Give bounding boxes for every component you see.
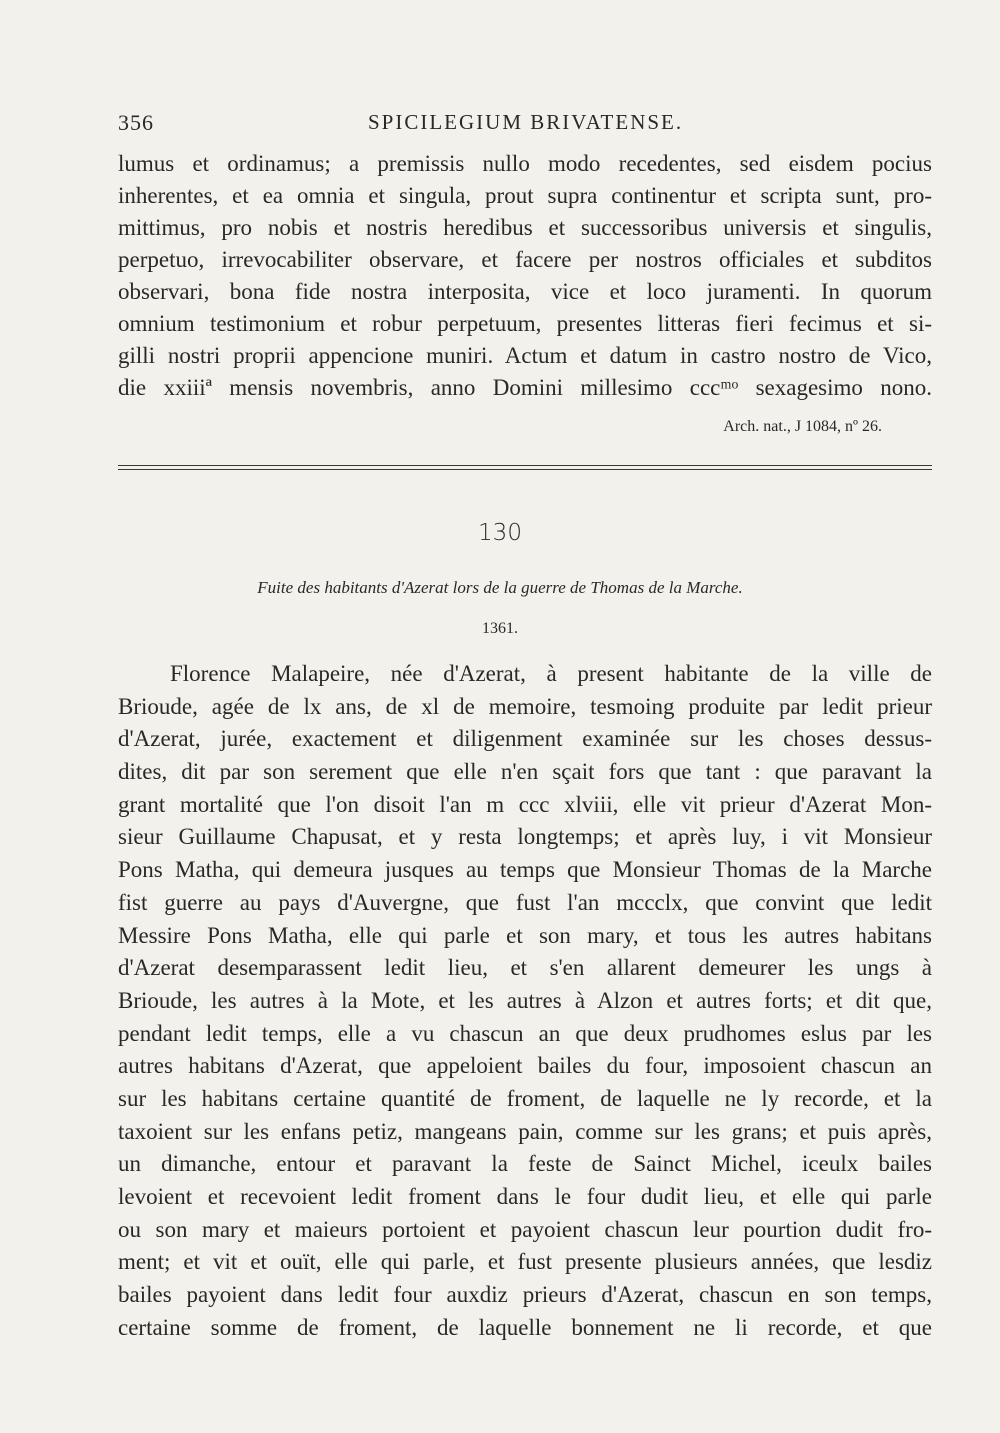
text-line: Florence Malapeire, née d'Azerat, à present habitante de la ville de — [170, 661, 932, 686]
document-number: 130 — [478, 520, 522, 546]
text-line: lumus et ordinamus; a premissis nullo modo recedentes, sed eisdem pocius — [118, 151, 932, 176]
running-head: SPICILEGIUM BRIVATENSE. — [368, 110, 684, 134]
text-line: dites, dit par son serement que elle n'en sçait fors que tant : que paravant la — [118, 759, 932, 785]
text-line: bailes payoient dans ledit four auxdiz prieurs d'Azerat, chascun en son temps, — [118, 1282, 932, 1308]
section-divider — [118, 465, 932, 466]
text-line: un dimanche, entour et paravant la feste de Sainct Michel, iceulx bailes — [118, 1151, 932, 1177]
text-line: Messire Pons Matha, elle qui parle et son mary, et tous les autres habitans — [118, 922, 932, 948]
text-line: levoient et recevoient ledit froment dans le four dudit lieu, et elle qui parle — [118, 1184, 932, 1209]
text-line: die xxiiiª mensis novembris, anno Domini millesimo cccᵐᵒ sexagesimo nono. — [118, 375, 932, 400]
page-header — [118, 110, 930, 146]
text-line: omnium testimonium et robur perpetuum, presentes litteras fieri fecimus et si- — [118, 311, 932, 336]
text-line: ment; et vit et ouït, elle qui parle, et fust presente plusieurs années, que lesdiz — [118, 1249, 932, 1275]
text-line: certaine somme de froment, de laquelle bonnement ne li recorde, et que — [118, 1314, 932, 1340]
page-number: 356 — [118, 110, 154, 135]
text-line: fist guerre au pays d'Auvergne, que fust l'an mccclx, que convint que ledit — [118, 889, 932, 915]
section-divider — [118, 469, 932, 470]
text-block-testimony — [118, 658, 932, 1344]
text-line: perpetuo, irrevocabiliter observare, et facere per nostros officiales et subditos — [118, 247, 932, 272]
text-line: gilli nostri proprii appencione muniri. Actum et datum in castro nostro de Vico, — [118, 343, 932, 368]
text-line: pendant ledit temps, elle a vu chascun an que deux prudhomes eslus par les — [118, 1020, 932, 1046]
text-line: sieur Guillaume Chapusat, et y resta longtemps; et après luy, i vit Monsieur — [118, 824, 932, 850]
text-line: mittimus, pro nobis et nostris heredibus et successoribus universis et singulis, — [118, 215, 932, 240]
archive-citation: Arch. nat., J 1084, nº 26. — [723, 418, 882, 435]
text-line: d'Azerat desemparassent ledit lieu, et s'en allarent demeurer les ungs à — [118, 955, 932, 981]
text-line: Brioude, agée de lx ans, de xl de memoire, tesmoing produite par ledit prieur — [118, 693, 932, 719]
text-line: inherentes, et ea omnia et singula, prout supra continentur et scripta sunt, pro- — [118, 183, 932, 208]
text-line: taxoient sur les enfans petiz, mangeans pain, comme sur les grans; et puis après, — [118, 1118, 932, 1144]
text-line: sur les habitans certaine quantité de froment, de laquelle ne ly recorde, et la — [118, 1085, 932, 1111]
text-block-continuation — [118, 148, 932, 404]
text-line: Brioude, les autres à la Mote, et les autres à Alzon et autres forts; et dit que, — [118, 987, 932, 1013]
text-line: observari, bona fide nostra interposita, vice et loco juramenti. In quorum — [118, 279, 932, 304]
text-line: ou son mary et maieurs portoient et payoient chascun leur pourtion dudit fro- — [118, 1216, 932, 1242]
text-line: grant mortalité que l'on disoit l'an m ccc xlviii, elle vit prieur d'Azerat Mon- — [118, 791, 932, 817]
text-line: Pons Matha, qui demeura jusques au temps que Monsieur Thomas de la Marche — [118, 857, 932, 883]
document-date: 1361. — [482, 620, 518, 637]
document-title: Fuite des habitants d'Azerat lors de la guerre de Thomas de la Marche. — [257, 578, 743, 597]
text-line: d'Azerat, jurée, exactement et diligenment examinée sur les choses dessus- — [118, 726, 932, 752]
text-line: autres habitans d'Azerat, que appeloient bailes du four, imposoient chascun an — [118, 1053, 932, 1079]
